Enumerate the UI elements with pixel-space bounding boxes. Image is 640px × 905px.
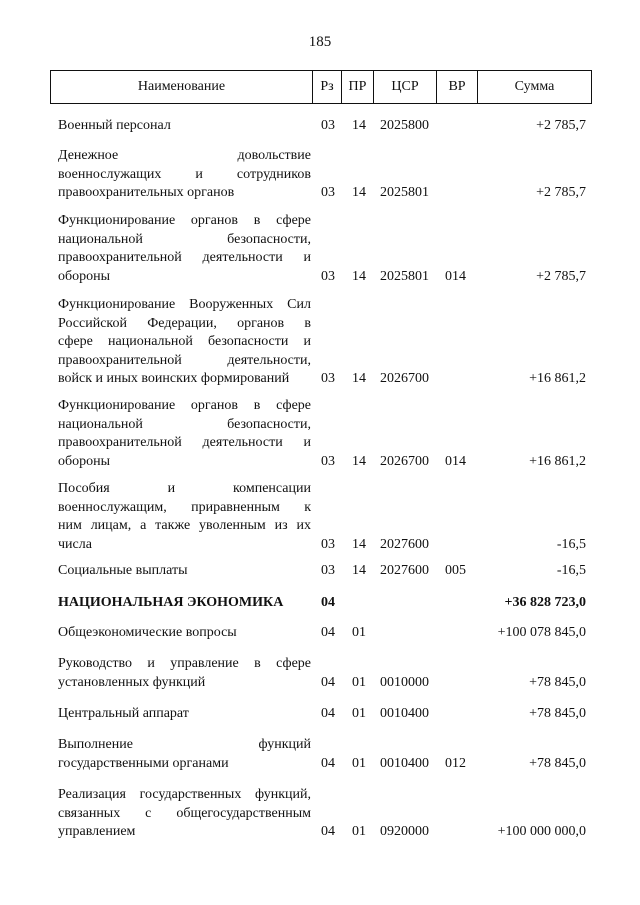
row-name-line: Военный персонал <box>58 118 171 133</box>
header-vr: ВР <box>437 71 478 103</box>
row-vr: 014 <box>445 268 466 284</box>
row-sum: +78 845,0 <box>529 755 586 771</box>
row-rz: 04 <box>321 706 335 721</box>
row-csr: 2027600 <box>380 536 429 552</box>
row-name-line: ним лицам, а также уволенным из их <box>58 518 311 533</box>
table-row <box>0 705 640 724</box>
table-row <box>0 296 640 389</box>
row-sum: +2 785,7 <box>536 268 586 284</box>
row-pr: 14 <box>352 453 366 469</box>
header-name: Наименование <box>51 71 313 103</box>
row-rz: 03 <box>321 268 335 284</box>
row-name-line: Функционирование органов в сфере <box>58 213 311 228</box>
row-vr: 014 <box>445 453 466 469</box>
row-pr: 14 <box>352 185 366 200</box>
row-pr: 01 <box>352 755 366 771</box>
row-name <box>58 480 311 554</box>
row-rz: 04 <box>321 595 335 610</box>
row-csr: 2026700 <box>380 371 429 386</box>
row-csr: 2025801 <box>380 185 429 200</box>
table-row <box>0 624 640 643</box>
row-pr: 01 <box>352 706 366 721</box>
row-name-line: обороны <box>58 268 111 284</box>
row-csr: 0010000 <box>380 674 429 690</box>
row-csr: 2025801 <box>380 268 429 284</box>
row-rz: 03 <box>321 453 335 469</box>
row-sum: -16,5 <box>556 563 586 578</box>
row-rz: 03 <box>321 563 335 578</box>
row-name <box>58 736 311 773</box>
row-sum: +78 845,0 <box>529 674 586 690</box>
row-name-line: Общеэкономические вопросы <box>58 625 237 640</box>
row-name-line: установленных функций <box>58 674 206 690</box>
row-name <box>58 786 311 842</box>
row-csr: 0920000 <box>380 824 429 839</box>
row-sum: +100 078 845,0 <box>497 625 586 640</box>
row-sum: -16,5 <box>556 536 586 552</box>
row-name-line: обороны <box>58 453 111 469</box>
row-name-line: Пособия и компенсации <box>58 481 311 496</box>
row-name-line: правоохранительной деятельности и <box>58 435 311 450</box>
row-name-line: национальной безопасности, <box>58 416 311 432</box>
table-row <box>0 786 640 842</box>
table-row <box>0 562 640 581</box>
row-sum: +2 785,7 <box>536 185 586 200</box>
row-pr: 14 <box>352 563 366 578</box>
row-rz: 03 <box>321 118 335 133</box>
row-pr: 01 <box>352 625 366 640</box>
row-sum: +16 861,2 <box>529 453 586 469</box>
row-name-line: сфере национальной безопасности и <box>58 334 311 349</box>
row-name <box>58 296 311 389</box>
row-name-line: НАЦИОНАЛЬНАЯ ЭКОНОМИКА <box>58 595 284 610</box>
row-name <box>58 594 311 613</box>
row-name-line: Реализация государственных функций, <box>58 787 311 802</box>
row-name-line: государственными органами <box>58 755 229 771</box>
row-sum: +100 000 000,0 <box>497 824 586 839</box>
row-pr: 14 <box>352 268 366 284</box>
header-rz: Рз <box>313 71 342 103</box>
row-sum: +36 828 723,0 <box>504 595 586 610</box>
row-vr: 005 <box>445 563 466 578</box>
row-name-line: правоохранительной деятельности, <box>58 352 311 368</box>
row-name-line: войск и иных воинских формирований <box>58 371 290 386</box>
row-csr: 2027600 <box>380 563 429 578</box>
row-name <box>58 655 311 692</box>
row-name-line: военнослужащих и сотрудников <box>58 166 311 182</box>
row-pr: 14 <box>352 118 366 133</box>
table-row <box>0 212 640 286</box>
row-rz: 04 <box>321 824 335 839</box>
row-sum: +78 845,0 <box>529 706 586 721</box>
row-name-line: Социальные выплаты <box>58 563 188 578</box>
row-rz: 03 <box>321 371 335 386</box>
table-row <box>0 655 640 692</box>
row-name-line: Центральный аппарат <box>58 706 189 721</box>
row-pr: 01 <box>352 824 366 839</box>
row-csr: 2026700 <box>380 453 429 469</box>
row-name-line: Российской Федерации, органов в <box>58 315 311 331</box>
row-name-line: Руководство и управление в сфере <box>58 656 311 671</box>
row-name-line: числа <box>58 536 92 552</box>
row-name <box>58 147 311 203</box>
row-pr: 14 <box>352 536 366 552</box>
header-sum: Сумма <box>514 79 555 94</box>
row-pr: 14 <box>352 371 366 386</box>
row-name-line: правоохранительной деятельности и <box>58 250 311 265</box>
table-row <box>0 480 640 554</box>
row-name-line: Выполнение функций <box>58 737 311 752</box>
table-row <box>0 594 640 613</box>
row-pr: 01 <box>352 674 366 690</box>
table-row <box>0 117 640 136</box>
row-csr: 2025800 <box>380 118 429 133</box>
row-sum: +16 861,2 <box>529 371 586 386</box>
header-pr: ПР <box>342 71 374 103</box>
row-name-line: военнослужащим, приравненным к <box>58 499 311 515</box>
row-sum: +2 785,7 <box>536 118 586 133</box>
page-number: 185 <box>308 34 332 50</box>
row-rz: 03 <box>321 536 335 552</box>
row-rz: 04 <box>321 625 335 640</box>
row-name-line: Функционирование органов в сфере <box>58 398 311 413</box>
row-name-line: правоохранительных органов <box>58 185 235 200</box>
header-csr: ЦСР <box>374 71 437 103</box>
table-row <box>0 736 640 773</box>
table-row <box>0 147 640 203</box>
row-name-line: связанных с общегосударственным <box>58 805 311 821</box>
table-row <box>0 397 640 471</box>
row-name-line: управлением <box>58 824 136 839</box>
row-name-line: Функционирование Вооруженных Сил <box>58 297 311 312</box>
row-name-line: национальной безопасности, <box>58 231 311 247</box>
row-rz: 04 <box>321 674 335 690</box>
row-vr: 012 <box>445 755 466 771</box>
row-name <box>58 397 311 471</box>
row-name <box>58 705 311 724</box>
row-name <box>58 212 311 286</box>
row-name <box>58 624 311 643</box>
row-rz: 04 <box>321 755 335 771</box>
row-name <box>58 117 311 136</box>
row-csr: 0010400 <box>380 755 429 771</box>
row-name <box>58 562 311 581</box>
row-csr: 0010400 <box>380 706 429 721</box>
row-rz: 03 <box>321 185 335 200</box>
row-name-line: Денежное довольствие <box>58 148 311 163</box>
